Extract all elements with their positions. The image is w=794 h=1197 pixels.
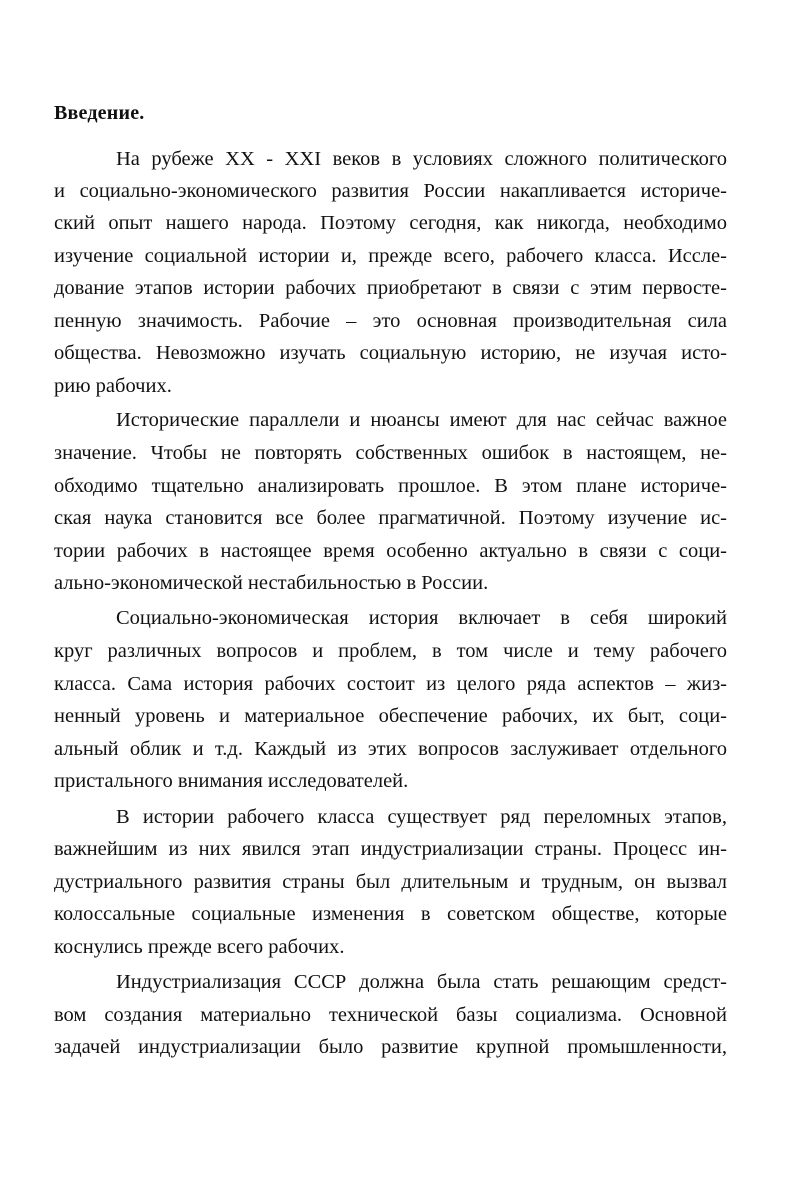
paragraph-1-line-4: изучение социальной истории и, прежде всего, рабочего класса. Иссле-: [54, 245, 727, 267]
paragraph-2-line-3: обходимо тщательно анализировать прошлое. В этом плане историче-: [54, 475, 727, 497]
paragraph-1-line-5: дование этапов истории рабочих приобретают в связи с этим первосте-: [54, 277, 727, 299]
paragraph-5-line-3: задачей индустриализации было развитие крупной промышленности,: [54, 1036, 727, 1058]
paragraph-1-line-2: и социально-экономического развития России накапливается историче-: [54, 180, 727, 202]
paragraph-2-line-6: ально-экономической нестабильностью в России.: [54, 572, 489, 594]
paragraph-4-line-1: В истории рабочего класса существует ряд переломных этапов,: [116, 806, 727, 828]
paragraph-2-line-1: Исторические параллели и нюансы имеют для нас сейчас важное: [116, 409, 727, 431]
section-heading: Введение.: [54, 102, 145, 124]
paragraph-2-line-4: ская наука становится все более прагматичной. Поэтому изучение ис-: [54, 507, 727, 529]
paragraph-4-line-3: дустриального развития страны был длительным и трудным, он вызвал: [54, 871, 727, 893]
paragraph-3-line-3: класса. Сама история рабочих состоит из целого ряда аспектов – жиз-: [54, 673, 727, 695]
paragraph-5-line-2: вом создания материально технической базы социализма. Основной: [54, 1004, 727, 1026]
paragraph-3-line-1: Социально-экономическая история включает в себя широкий: [116, 607, 727, 629]
paragraph-1-line-1: На рубеже XX - XXI веков в условиях сложного политического: [116, 148, 727, 170]
paragraph-1-line-8: рию рабочих.: [54, 375, 172, 397]
paragraph-2-line-5: тории рабочих в настоящее время особенно актуально в связи с соци-: [54, 540, 727, 562]
paragraph-2-line-2: значение. Чтобы не повторять собственных ошибок в настоящем, не-: [54, 442, 727, 464]
paragraph-1-line-7: общества. Невозможно изучать социальную историю, не изучая исто-: [54, 342, 727, 364]
paragraph-4-line-5: коснулись прежде всего рабочих.: [54, 936, 345, 958]
paragraph-3-line-2: круг различных вопросов и проблем, в том числе и тему рабочего: [54, 640, 727, 662]
paragraph-1-line-3: ский опыт нашего народа. Поэтому сегодня, как никогда, необходимо: [54, 212, 727, 234]
paragraph-4-line-2: важнейшим из них явился этап индустриализации страны. Процесс ин-: [54, 838, 727, 860]
paragraph-3-line-6: пристального внимания исследователей.: [54, 770, 409, 792]
paragraph-1-line-6: пенную значимость. Рабочие – это основная производительная сила: [54, 310, 727, 332]
paragraph-5-line-1: Индустриализация СССР должна была стать решающим средст-: [116, 971, 727, 993]
paragraph-3-line-5: альный облик и т.д. Каждый из этих вопросов заслуживает отдельного: [54, 738, 727, 760]
paragraph-4-line-4: колоссальные социальные изменения в советском обществе, которые: [54, 903, 727, 925]
paragraph-3-line-4: ненный уровень и материальное обеспечение рабочих, их быт, соци-: [54, 705, 727, 727]
